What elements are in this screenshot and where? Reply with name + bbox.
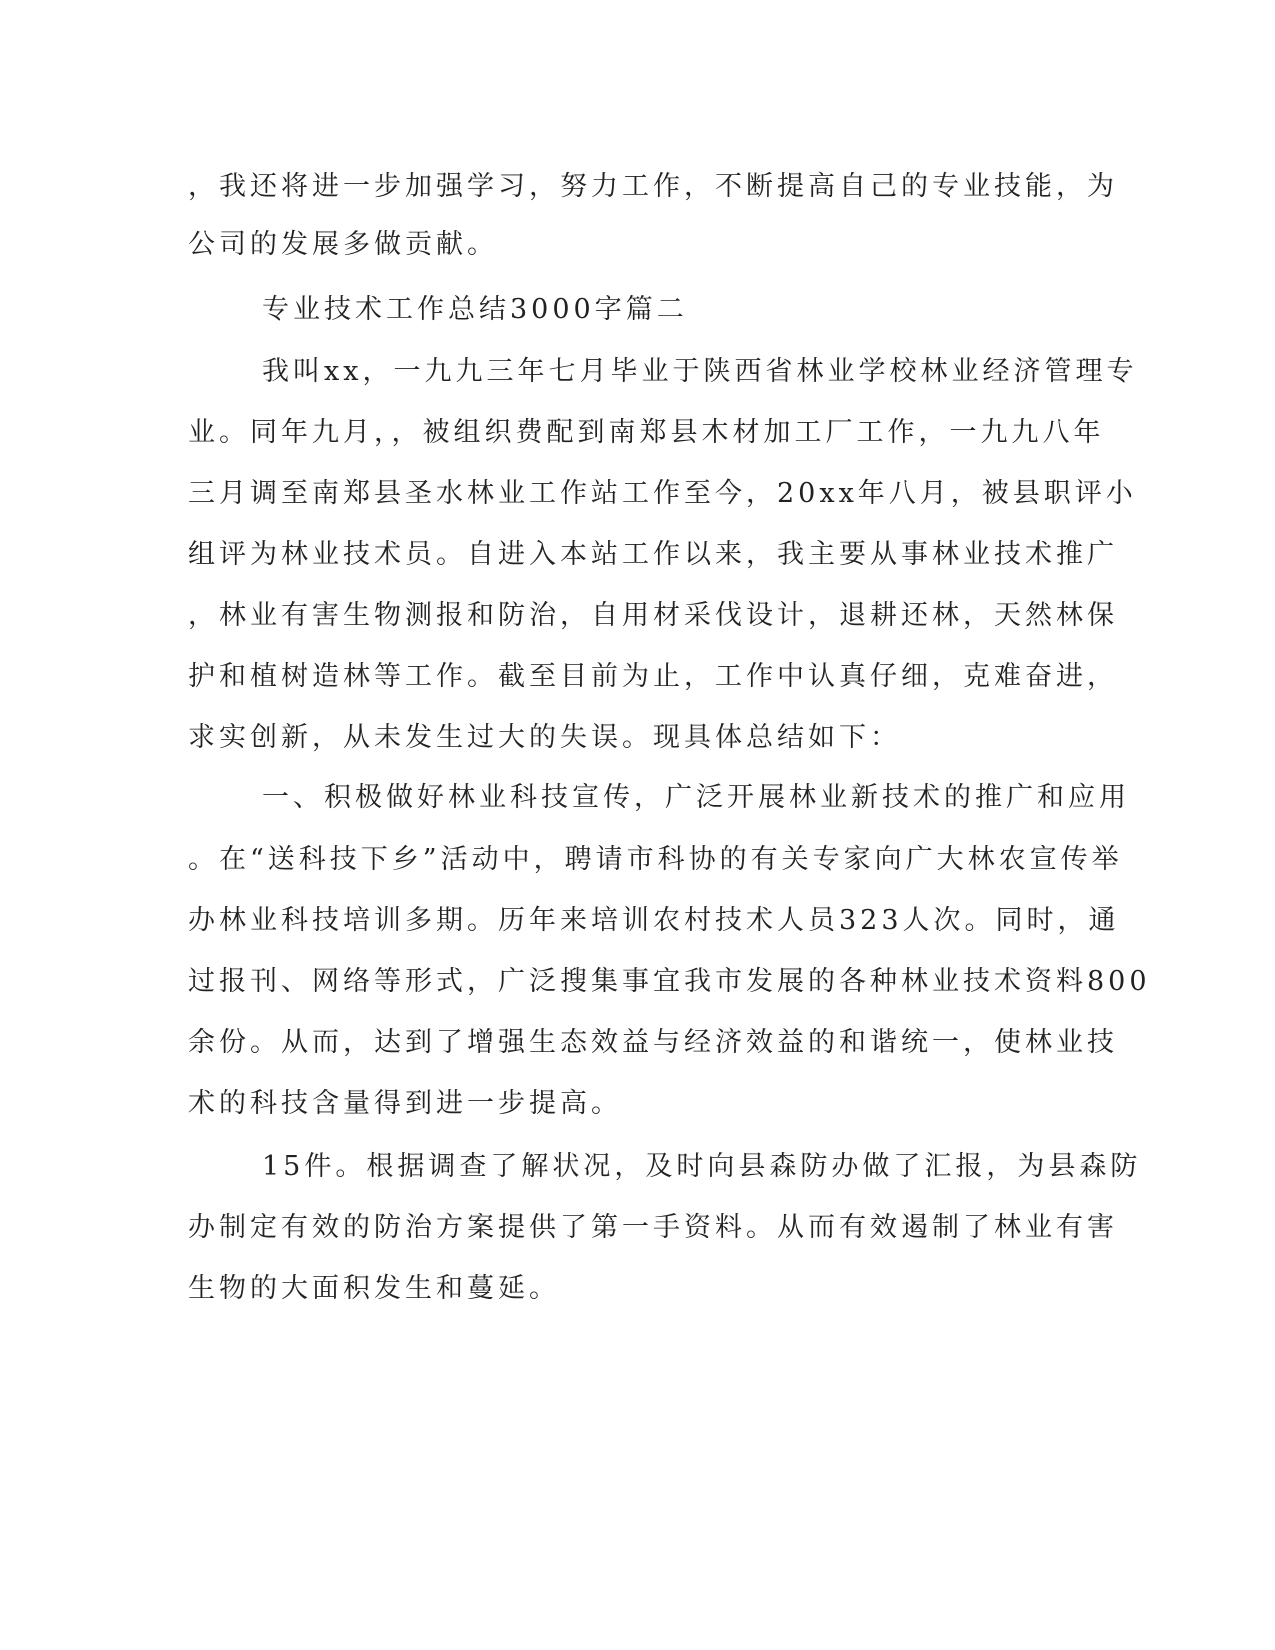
section-heading: 专业技术工作总结3000字篇二 — [262, 294, 688, 325]
text-line: 15件。根据调查了解状况，及时向县森防办做了汇报，为县森防 — [262, 1151, 1142, 1182]
text-line: 组评为林业技术员。自进入本站工作以来，我主要从事林业技术推广 — [188, 539, 1118, 570]
text-line: 术的科技含量得到进一步提高。 — [188, 1088, 622, 1119]
text-line: 办制定有效的防治方案提供了第一手资料。从而有效遏制了林业有害 — [188, 1212, 1118, 1243]
text-line: ，林业有害生物测报和防治，自用材采伐设计，退耕还林，天然林保 — [188, 600, 1118, 631]
text-line: 三月调至南郑县圣水林业工作站工作至今，20xx年八月，被县职评小 — [188, 478, 1137, 509]
text-line: 办林业科技培训多期。历年来培训农村技术人员323人次。同时，通 — [188, 905, 1120, 936]
text-line: 过报刊、网络等形式，广泛搜集事宜我市发展的各种林业技术资料800 — [188, 966, 1151, 997]
text-line: 我叫xx，一九九三年七月毕业于陕西省林业学校林业经济管理专 — [262, 356, 1138, 387]
text-line: 业。同年九月，，被组织费配到南郑县木材加工厂工作，一九九八年 — [188, 417, 1105, 448]
text-line: 公司的发展多做贡献。 — [188, 229, 498, 260]
text-line: 求实创新，从未发生过大的失误。现具体总结如下： — [188, 722, 901, 753]
text-line: 余份。从而，达到了增强生态效益与经济效益的和谐统一，使林业技 — [188, 1027, 1118, 1058]
text-line: 护和植树造林等工作。截至目前为止，工作中认真仔细，克难奋进， — [188, 661, 1118, 692]
text-line: 生物的大面积发生和蔓延。 — [188, 1273, 560, 1304]
text-line: 。在“送科技下乡”活动中，聘请市科协的有关专家向广大林农宣传举 — [188, 844, 1123, 875]
text-line: 一、积极做好林业科技宣传，广泛开展林业新技术的推广和应用 — [262, 782, 1130, 813]
text-line: ，我还将进一步加强学习，努力工作，不断提高自己的专业技能，为 — [188, 171, 1118, 202]
